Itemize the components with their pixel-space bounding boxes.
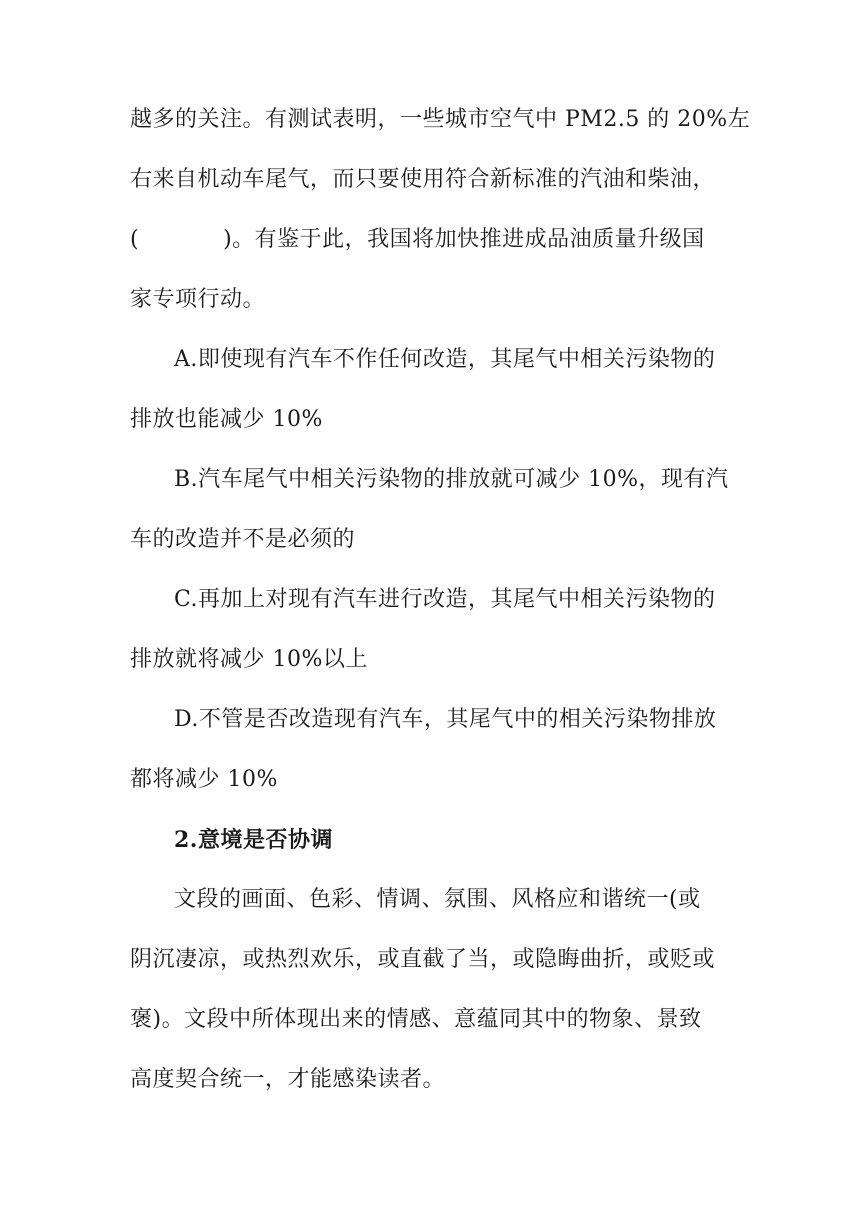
document-page xyxy=(130,90,751,1110)
intro-line-4: 家专项行动。 xyxy=(130,287,266,312)
section-body-line-4: 高度契合统一，才能感染读者。 xyxy=(130,1067,446,1092)
blank-open-paren: ( xyxy=(130,227,140,252)
section-heading: 2.意境是否协调 xyxy=(174,827,333,853)
option-c-line-1: C.再加上对现有汽车进行改造，其尾气中相关污染物的 xyxy=(174,587,716,612)
option-d-line-2: 都将减少 10% xyxy=(130,767,278,792)
option-c-line-2: 排放就将减少 10%以上 xyxy=(130,647,368,672)
option-d-line-1: D.不管是否改造现有汽车，其尾气中的相关污染物排放 xyxy=(174,707,717,732)
option-a-line-1: A.即使现有汽车不作任何改造，其尾气中相关污染物的 xyxy=(174,347,716,372)
section-body-line-3: 褒)。文段中所体现出来的情感、意蕴同其中的物象、景致 xyxy=(130,1007,702,1032)
intro-line-1: 越多的关注。有测试表明，一些城市空气中 PM2.5 的 20%左 xyxy=(130,107,751,132)
option-b-line-2: 车的改造并不是必须的 xyxy=(130,527,356,552)
intro-line-3 xyxy=(130,210,730,270)
section-body-line-2: 阴沉凄凉，或热烈欢乐，或直截了当，或隐晦曲折，或贬或 xyxy=(130,947,716,972)
intro-line-3-text: )。有鉴于此，我国将加快推进成品油质量升级国 xyxy=(223,227,705,252)
option-b-line-1: B.汽车尾气中相关污染物的排放就可减少 10%，现有汽 xyxy=(174,467,729,492)
intro-line-2: 右来自机动车尾气，而只要使用符合新标准的汽油和柴油， xyxy=(130,167,716,192)
option-a-line-2: 排放也能减少 10% xyxy=(130,407,323,432)
section-body-line-1: 文段的画面、色彩、情调、氛围、风格应和谐统一(或 xyxy=(174,887,701,912)
